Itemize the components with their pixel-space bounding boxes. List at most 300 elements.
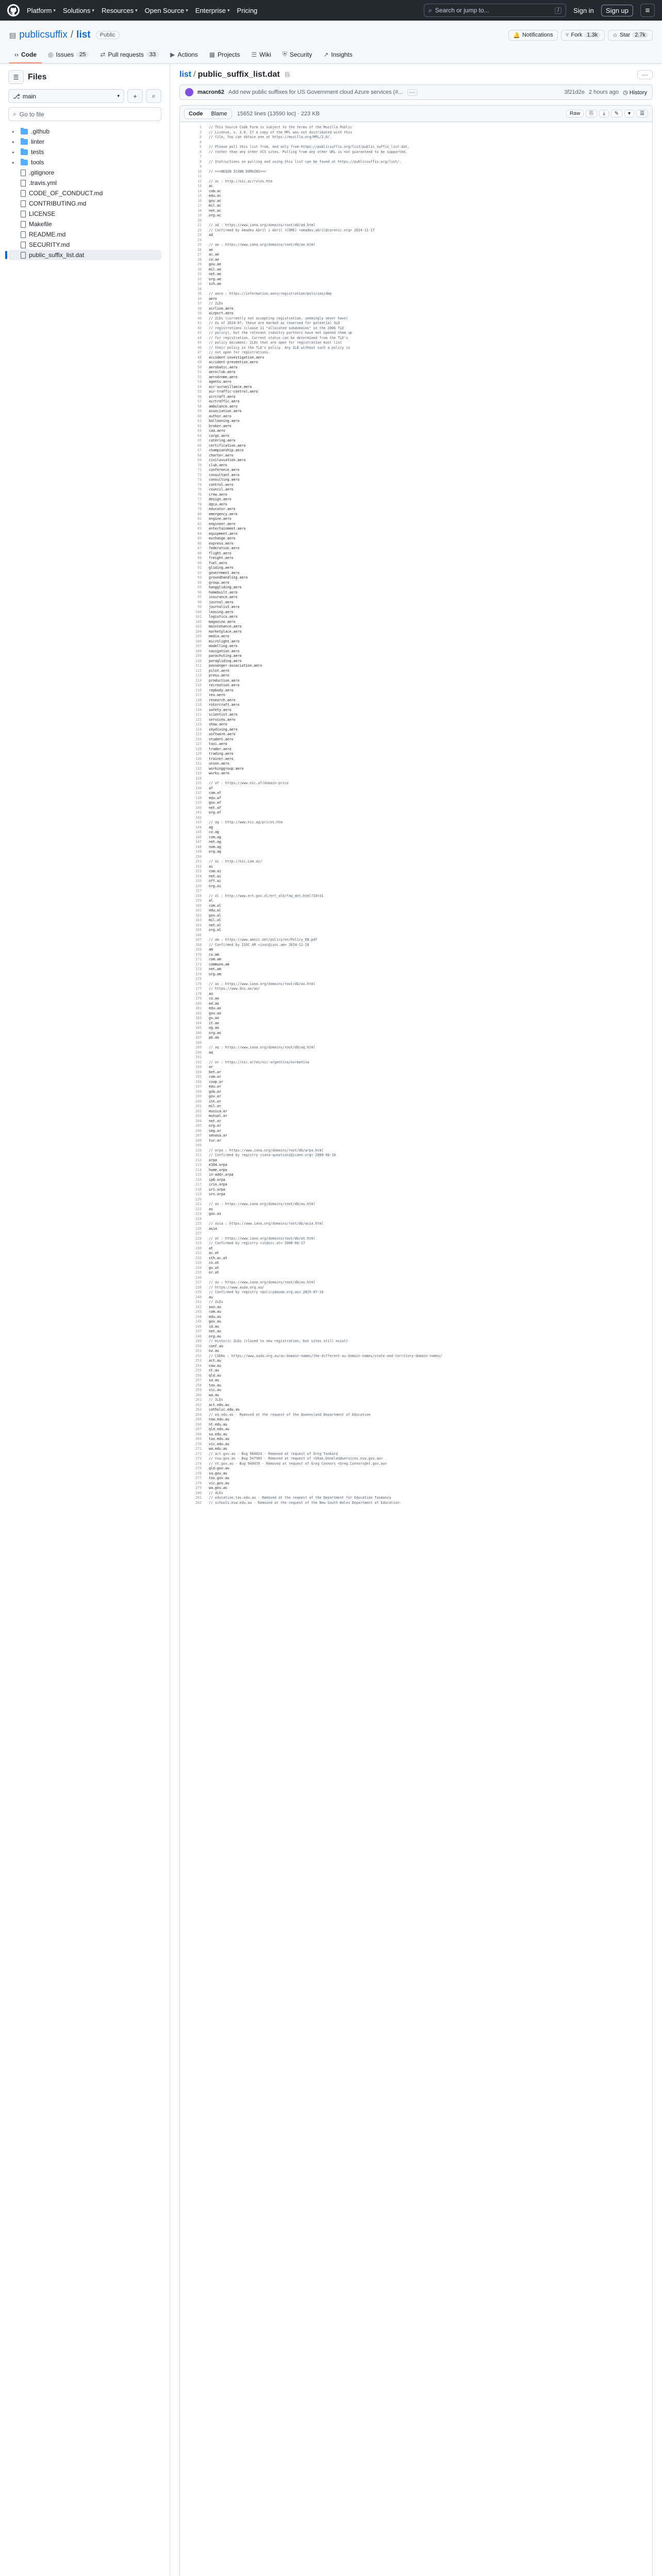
- line-number[interactable]: 154: [195, 874, 202, 878]
- line-number[interactable]: 188: [195, 1040, 202, 1045]
- line-number[interactable]: 273: [195, 1456, 202, 1461]
- line-number[interactable]: 38: [197, 306, 202, 311]
- line-number[interactable]: 68: [197, 453, 202, 457]
- line-number[interactable]: 250: [195, 1344, 202, 1348]
- line-number[interactable]: 80: [197, 512, 202, 516]
- line-number[interactable]: 17: [197, 204, 202, 208]
- line-number[interactable]: 79: [197, 507, 202, 511]
- line-number[interactable]: 144: [195, 825, 202, 829]
- tab-code[interactable]: [9, 46, 42, 63]
- line-number[interactable]: 264: [195, 1412, 202, 1417]
- line-number[interactable]: 126: [195, 737, 202, 741]
- nav-item-enterprise[interactable]: [195, 7, 230, 14]
- line-number[interactable]: 60: [197, 414, 202, 418]
- line-number[interactable]: 102: [195, 619, 202, 624]
- line-number[interactable]: 234: [195, 1265, 202, 1270]
- line-number[interactable]: 226: [195, 1226, 202, 1231]
- line-number[interactable]: 159: [195, 899, 202, 903]
- repo-owner-link[interactable]: publicsuffix: [19, 29, 68, 40]
- line-number[interactable]: 198: [195, 1089, 202, 1094]
- commit-expand-button[interactable]: ···: [407, 89, 418, 96]
- line-number[interactable]: 7: [200, 155, 202, 159]
- line-number[interactable]: 207: [195, 1133, 202, 1138]
- line-number[interactable]: 88: [197, 551, 202, 555]
- line-number[interactable]: 90: [197, 561, 202, 565]
- line-number[interactable]: 269: [195, 1437, 202, 1441]
- line-number[interactable]: 33: [197, 282, 202, 286]
- line-number[interactable]: 244: [195, 1314, 202, 1319]
- line-number[interactable]: 195: [195, 1075, 202, 1079]
- line-number[interactable]: 163: [195, 918, 202, 922]
- line-number[interactable]: 220: [195, 1197, 202, 1201]
- line-number[interactable]: 123: [195, 722, 202, 726]
- line-number[interactable]: 239: [195, 1290, 202, 1294]
- commit-message[interactable]: Add new public suffixes for US Government cloud Azure services (#...: [228, 89, 403, 95]
- line-number[interactable]: 258: [195, 1383, 202, 1387]
- line-number[interactable]: 47: [197, 350, 202, 354]
- raw-button[interactable]: Raw: [566, 110, 584, 117]
- line-number[interactable]: 164: [195, 923, 202, 927]
- line-number[interactable]: 9: [200, 164, 202, 168]
- line-number[interactable]: 95: [197, 585, 202, 589]
- line-number[interactable]: 256: [195, 1373, 202, 1378]
- line-number[interactable]: 66: [197, 443, 202, 448]
- line-number[interactable]: 73: [197, 478, 202, 482]
- line-number[interactable]: 101: [195, 615, 202, 619]
- line-number[interactable]: 34: [197, 286, 202, 291]
- line-number[interactable]: 276: [195, 1471, 202, 1476]
- tree-folder[interactable]: [8, 147, 161, 157]
- search-icon[interactable]: ⌕: [146, 89, 161, 103]
- line-number[interactable]: 53: [197, 380, 202, 384]
- line-number[interactable]: 233: [195, 1261, 202, 1265]
- line-number[interactable]: 225: [195, 1222, 202, 1226]
- line-number[interactable]: 148: [195, 844, 202, 849]
- line-number[interactable]: 205: [195, 1124, 202, 1128]
- line-number[interactable]: 72: [197, 472, 202, 477]
- line-number[interactable]: 185: [195, 1026, 202, 1030]
- line-number[interactable]: 193: [195, 1065, 202, 1069]
- line-number[interactable]: 218: [195, 1187, 202, 1192]
- line-number[interactable]: 65: [197, 438, 202, 443]
- line-number[interactable]: 241: [195, 1300, 202, 1304]
- line-number[interactable]: 201: [195, 1104, 202, 1108]
- copy-icon[interactable]: ⎘: [586, 110, 597, 117]
- line-number[interactable]: 96: [197, 590, 202, 595]
- line-number[interactable]: 260: [195, 1393, 202, 1397]
- line-number[interactable]: 70: [197, 463, 202, 467]
- line-number[interactable]: 44: [197, 335, 202, 340]
- branch-select[interactable]: [8, 89, 124, 103]
- line-number[interactable]: 150: [195, 854, 202, 859]
- tab-blame[interactable]: Blame: [207, 109, 231, 118]
- line-number[interactable]: 97: [197, 595, 202, 599]
- line-number[interactable]: 124: [195, 727, 202, 732]
- line-number[interactable]: 217: [195, 1182, 202, 1187]
- line-number[interactable]: 257: [195, 1378, 202, 1382]
- line-number[interactable]: 30: [197, 267, 202, 272]
- line-number[interactable]: 176: [195, 981, 202, 986]
- line-number[interactable]: 55: [197, 389, 202, 394]
- line-number[interactable]: 252: [195, 1353, 202, 1358]
- tab-pull-requests[interactable]: [95, 46, 164, 63]
- line-number[interactable]: 52: [197, 375, 202, 379]
- tab-issues[interactable]: [43, 46, 94, 63]
- line-number[interactable]: 157: [195, 889, 202, 893]
- tree-file[interactable]: [8, 198, 161, 209]
- line-number[interactable]: 27: [197, 252, 202, 257]
- line-number[interactable]: 156: [195, 884, 202, 888]
- line-number[interactable]: 82: [197, 521, 202, 526]
- line-number[interactable]: 274: [195, 1461, 202, 1466]
- line-number[interactable]: 180: [195, 1001, 202, 1006]
- line-number[interactable]: 63: [197, 429, 202, 433]
- line-number[interactable]: 237: [195, 1280, 202, 1284]
- line-number[interactable]: 255: [195, 1368, 202, 1372]
- tree-folder[interactable]: [8, 157, 161, 167]
- line-number[interactable]: 145: [195, 830, 202, 834]
- history-link[interactable]: [623, 89, 647, 96]
- line-number[interactable]: 215: [195, 1173, 202, 1177]
- github-logo-icon[interactable]: [7, 4, 20, 16]
- line-number[interactable]: 143: [195, 820, 202, 824]
- line-number[interactable]: 177: [195, 987, 202, 991]
- line-number[interactable]: 56: [197, 394, 202, 399]
- line-number[interactable]: 268: [195, 1432, 202, 1436]
- line-number[interactable]: 221: [195, 1202, 202, 1206]
- hamburger-menu-icon[interactable]: ≡: [640, 4, 655, 17]
- line-number[interactable]: 249: [195, 1339, 202, 1343]
- line-number[interactable]: 110: [195, 658, 202, 663]
- line-number[interactable]: 246: [195, 1324, 202, 1329]
- line-number[interactable]: 190: [195, 1050, 202, 1055]
- add-file-icon[interactable]: +: [127, 89, 143, 103]
- line-number[interactable]: 35: [197, 292, 202, 296]
- line-number[interactable]: 77: [197, 497, 202, 501]
- line-number[interactable]: 113: [195, 673, 202, 677]
- line-number[interactable]: 189: [195, 1045, 202, 1049]
- line-number[interactable]: 46: [197, 345, 202, 350]
- line-number[interactable]: 200: [195, 1099, 202, 1104]
- go-to-file-input[interactable]: [8, 107, 161, 121]
- line-number[interactable]: 228: [195, 1236, 202, 1241]
- line-number[interactable]: 254: [195, 1363, 202, 1368]
- line-number[interactable]: 197: [195, 1084, 202, 1089]
- line-number[interactable]: 98: [197, 600, 202, 604]
- line-number[interactable]: 129: [195, 752, 202, 756]
- line-number[interactable]: 111: [195, 664, 202, 668]
- line-number[interactable]: 271: [195, 1447, 202, 1451]
- line-number[interactable]: 224: [195, 1216, 202, 1221]
- line-number[interactable]: 247: [195, 1329, 202, 1333]
- line-number[interactable]: 136: [195, 786, 202, 790]
- line-number[interactable]: 182: [195, 1011, 202, 1015]
- line-number[interactable]: 139: [195, 801, 202, 805]
- line-number[interactable]: 1: [200, 125, 202, 129]
- line-number[interactable]: 262: [195, 1402, 202, 1407]
- line-number[interactable]: 165: [195, 928, 202, 932]
- tree-file[interactable]: [8, 250, 161, 260]
- line-number[interactable]: 135: [195, 781, 202, 785]
- tree-file[interactable]: [8, 229, 161, 240]
- line-number[interactable]: 267: [195, 1427, 202, 1431]
- tab-insights[interactable]: [318, 46, 357, 63]
- repo-name-link[interactable]: list: [76, 29, 91, 40]
- tree-file[interactable]: [8, 240, 161, 250]
- line-number[interactable]: 168: [195, 942, 202, 947]
- line-number[interactable]: 40: [197, 316, 202, 320]
- line-number[interactable]: 229: [195, 1241, 202, 1245]
- line-number[interactable]: 6: [200, 149, 202, 154]
- line-number[interactable]: 59: [197, 409, 202, 413]
- line-number[interactable]: 29: [197, 262, 202, 266]
- line-number[interactable]: 270: [195, 1442, 202, 1446]
- line-number[interactable]: 22: [197, 228, 202, 232]
- line-number[interactable]: 45: [197, 341, 202, 345]
- line-number[interactable]: 266: [195, 1422, 202, 1427]
- line-number[interactable]: 91: [197, 566, 202, 570]
- tree-file[interactable]: [8, 178, 161, 188]
- nav-item-solutions[interactable]: [63, 7, 94, 14]
- sign-in-link[interactable]: Sign in: [573, 6, 594, 14]
- tree-folder[interactable]: [8, 137, 161, 147]
- line-number[interactable]: 130: [195, 756, 202, 761]
- line-number[interactable]: 19: [197, 213, 202, 217]
- line-number[interactable]: 181: [195, 1006, 202, 1010]
- line-number[interactable]: 108: [195, 649, 202, 653]
- line-number[interactable]: 2: [200, 130, 202, 134]
- line-number[interactable]: 140: [195, 805, 202, 810]
- line-number[interactable]: 128: [195, 747, 202, 751]
- line-number[interactable]: 99: [197, 605, 202, 609]
- line-number[interactable]: 206: [195, 1128, 202, 1133]
- line-number[interactable]: 112: [195, 668, 202, 673]
- line-number[interactable]: 194: [195, 1070, 202, 1074]
- nav-item-pricing[interactable]: [237, 7, 258, 14]
- line-number[interactable]: 149: [195, 850, 202, 854]
- line-number[interactable]: 203: [195, 1114, 202, 1118]
- line-number[interactable]: 4: [200, 140, 202, 144]
- line-number[interactable]: 67: [197, 448, 202, 452]
- line-number[interactable]: 184: [195, 1021, 202, 1025]
- line-number[interactable]: 31: [197, 272, 202, 276]
- line-number[interactable]: 212: [195, 1158, 202, 1162]
- line-number[interactable]: 169: [195, 947, 202, 952]
- line-number[interactable]: 5: [200, 145, 202, 149]
- line-number[interactable]: 84: [197, 531, 202, 536]
- line-number[interactable]: 278: [195, 1481, 202, 1485]
- line-number[interactable]: 103: [195, 624, 202, 629]
- line-number[interactable]: 173: [195, 967, 202, 971]
- line-number[interactable]: 175: [195, 977, 202, 981]
- line-number[interactable]: 153: [195, 869, 202, 873]
- line-number[interactable]: 3: [200, 135, 202, 139]
- line-number[interactable]: 14: [197, 189, 202, 193]
- line-number[interactable]: 20: [197, 218, 202, 223]
- line-number[interactable]: 48: [197, 355, 202, 360]
- line-number[interactable]: 230: [195, 1246, 202, 1250]
- line-number[interactable]: 107: [195, 644, 202, 648]
- copy-path-icon[interactable]: ⎘: [285, 71, 290, 78]
- chevron-down-icon[interactable]: ▾: [624, 110, 634, 117]
- line-number[interactable]: 117: [195, 693, 202, 697]
- line-number[interactable]: 15: [197, 194, 202, 198]
- tree-file[interactable]: [8, 209, 161, 219]
- tab-projects[interactable]: [204, 46, 245, 63]
- line-number[interactable]: 261: [195, 1398, 202, 1402]
- line-number[interactable]: 179: [195, 996, 202, 1001]
- line-number[interactable]: 170: [195, 952, 202, 957]
- line-number[interactable]: 127: [195, 742, 202, 746]
- line-number[interactable]: 21: [197, 223, 202, 227]
- line-number[interactable]: 160: [195, 903, 202, 908]
- more-options-button[interactable]: ···: [637, 70, 653, 79]
- line-number[interactable]: 12: [197, 179, 202, 183]
- line-number[interactable]: 37: [197, 301, 202, 306]
- line-number[interactable]: 43: [197, 331, 202, 335]
- line-number[interactable]: 18: [197, 208, 202, 213]
- line-number[interactable]: 94: [197, 580, 202, 585]
- line-number[interactable]: 83: [197, 527, 202, 531]
- line-number[interactable]: 158: [195, 893, 202, 898]
- tree-file[interactable]: [8, 167, 161, 178]
- line-number[interactable]: 167: [195, 938, 202, 942]
- line-number[interactable]: 138: [195, 795, 202, 800]
- line-number[interactable]: 235: [195, 1270, 202, 1275]
- line-number[interactable]: 214: [195, 1167, 202, 1172]
- line-number[interactable]: 232: [195, 1256, 202, 1260]
- notifications-button[interactable]: [508, 30, 558, 41]
- line-number[interactable]: 216: [195, 1177, 202, 1182]
- tab-code[interactable]: Code: [185, 109, 207, 118]
- commit-hash[interactable]: 3f21d2e: [564, 89, 585, 95]
- line-number[interactable]: 8: [200, 159, 202, 164]
- line-number[interactable]: 272: [195, 1451, 202, 1456]
- line-number[interactable]: 134: [195, 776, 202, 781]
- line-number[interactable]: 75: [197, 487, 202, 492]
- line-number[interactable]: 186: [195, 1030, 202, 1035]
- line-number[interactable]: 147: [195, 840, 202, 844]
- line-number[interactable]: 118: [195, 698, 202, 702]
- line-number[interactable]: 115: [195, 683, 202, 687]
- line-number[interactable]: 23: [197, 233, 202, 237]
- line-number[interactable]: 248: [195, 1334, 202, 1338]
- line-number[interactable]: 116: [195, 688, 202, 692]
- line-number[interactable]: 58: [197, 404, 202, 409]
- line-number[interactable]: 174: [195, 972, 202, 976]
- line-number[interactable]: 151: [195, 859, 202, 863]
- line-number[interactable]: 183: [195, 1016, 202, 1020]
- line-number[interactable]: 172: [195, 962, 202, 967]
- line-number[interactable]: 187: [195, 1036, 202, 1040]
- line-number[interactable]: 277: [195, 1476, 202, 1480]
- line-number[interactable]: 89: [197, 556, 202, 560]
- line-number[interactable]: 11: [197, 174, 202, 178]
- line-number[interactable]: 122: [195, 717, 202, 722]
- line-number[interactable]: 265: [195, 1417, 202, 1421]
- line-number[interactable]: 76: [197, 492, 202, 497]
- line-number[interactable]: 81: [197, 517, 202, 521]
- line-number[interactable]: 208: [195, 1138, 202, 1143]
- download-icon[interactable]: ⤓: [599, 110, 608, 117]
- line-number[interactable]: 92: [197, 570, 202, 575]
- sign-up-button[interactable]: Sign up: [601, 5, 633, 16]
- line-number[interactable]: 25: [197, 243, 202, 247]
- line-number[interactable]: 242: [195, 1304, 202, 1309]
- tab-wiki[interactable]: [246, 46, 276, 63]
- line-number[interactable]: 24: [197, 238, 202, 242]
- line-number[interactable]: 282: [195, 1500, 202, 1505]
- line-number[interactable]: 280: [195, 1490, 202, 1495]
- line-number[interactable]: 74: [197, 482, 202, 487]
- symbols-panel-icon[interactable]: ☰: [636, 110, 648, 117]
- line-number[interactable]: 133: [195, 771, 202, 775]
- line-number[interactable]: 42: [197, 326, 202, 330]
- tree-file[interactable]: [8, 188, 161, 198]
- line-number[interactable]: 132: [195, 766, 202, 771]
- line-number[interactable]: 51: [197, 370, 202, 374]
- line-number[interactable]: 120: [195, 707, 202, 712]
- line-number[interactable]: 93: [197, 575, 202, 580]
- line-number[interactable]: 146: [195, 835, 202, 839]
- nav-item-platform[interactable]: [27, 7, 56, 14]
- line-number[interactable]: 281: [195, 1496, 202, 1500]
- line-number[interactable]: 202: [195, 1109, 202, 1113]
- line-number[interactable]: 50: [197, 365, 202, 369]
- line-number[interactable]: 213: [195, 1163, 202, 1167]
- line-number[interactable]: 155: [195, 879, 202, 883]
- line-number[interactable]: 57: [197, 399, 202, 403]
- line-number[interactable]: 192: [195, 1060, 202, 1064]
- line-number[interactable]: 263: [195, 1408, 202, 1412]
- line-number[interactable]: 199: [195, 1094, 202, 1098]
- line-number[interactable]: 196: [195, 1079, 202, 1084]
- line-number[interactable]: 119: [195, 703, 202, 707]
- nav-item-open-source[interactable]: [145, 7, 188, 14]
- line-number[interactable]: 245: [195, 1319, 202, 1324]
- line-number[interactable]: 106: [195, 639, 202, 643]
- line-number[interactable]: 28: [197, 257, 202, 262]
- line-number[interactable]: 231: [195, 1251, 202, 1255]
- line-number[interactable]: 125: [195, 732, 202, 736]
- line-number[interactable]: 166: [195, 933, 202, 937]
- line-number[interactable]: 26: [197, 247, 202, 252]
- line-number[interactable]: 105: [195, 634, 202, 638]
- line-number[interactable]: 227: [195, 1231, 202, 1235]
- line-number[interactable]: 223: [195, 1212, 202, 1216]
- star-button[interactable]: [608, 30, 653, 41]
- fork-button[interactable]: [561, 30, 605, 41]
- line-number[interactable]: 54: [197, 384, 202, 389]
- line-number[interactable]: 204: [195, 1118, 202, 1123]
- nav-item-resources[interactable]: [102, 7, 138, 14]
- line-number[interactable]: 61: [197, 419, 202, 423]
- line-number[interactable]: 161: [195, 908, 202, 912]
- line-number[interactable]: 253: [195, 1359, 202, 1363]
- line-number[interactable]: 85: [197, 536, 202, 540]
- line-number[interactable]: 162: [195, 913, 202, 918]
- line-number[interactable]: 32: [197, 277, 202, 281]
- line-number[interactable]: 69: [197, 458, 202, 462]
- line-number[interactable]: 78: [197, 502, 202, 506]
- line-number[interactable]: 49: [197, 360, 202, 364]
- tree-folder[interactable]: [8, 126, 161, 137]
- line-number[interactable]: 171: [195, 957, 202, 961]
- line-number[interactable]: 191: [195, 1055, 202, 1059]
- line-number[interactable]: 109: [195, 654, 202, 658]
- line-number[interactable]: 243: [195, 1310, 202, 1314]
- line-number[interactable]: 152: [195, 864, 202, 869]
